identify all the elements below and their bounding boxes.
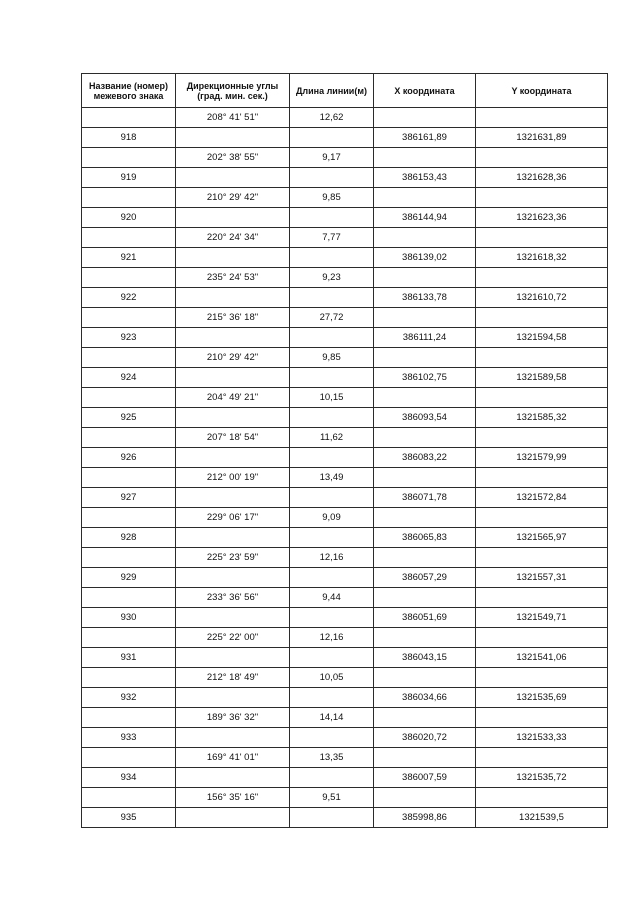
cell-y-coordinate: 1321631,89 [476, 128, 608, 148]
cell-directional-angle: 233° 36' 56" [176, 588, 290, 608]
cell-directional-angle: 225° 23' 59" [176, 548, 290, 568]
table-row [82, 508, 608, 528]
table-row [82, 188, 608, 208]
cell-x-coordinate: 386139,02 [374, 248, 476, 268]
cell-directional-angle: 215° 36' 18" [176, 308, 290, 328]
table-row [82, 368, 608, 388]
cell-line-length [290, 648, 374, 668]
cell-point-name [82, 588, 176, 608]
cell-y-coordinate [476, 588, 608, 608]
table-header-row [82, 74, 608, 108]
cell-x-coordinate: 386034,66 [374, 688, 476, 708]
cell-directional-angle [176, 688, 290, 708]
cell-x-coordinate: 386133,78 [374, 288, 476, 308]
cell-line-length [290, 168, 374, 188]
cell-y-coordinate: 1321610,72 [476, 288, 608, 308]
cell-y-coordinate: 1321589,58 [476, 368, 608, 388]
cell-line-length: 11,62 [290, 428, 374, 448]
table-row [82, 308, 608, 328]
cell-x-coordinate: 385998,86 [374, 808, 476, 828]
table-row [82, 388, 608, 408]
cell-x-coordinate [374, 188, 476, 208]
cell-y-coordinate [476, 468, 608, 488]
cell-line-length [290, 288, 374, 308]
cell-y-coordinate [476, 788, 608, 808]
cell-directional-angle [176, 768, 290, 788]
cell-directional-angle: 212° 00' 19" [176, 468, 290, 488]
cell-x-coordinate: 386153,43 [374, 168, 476, 188]
table-row [82, 448, 608, 468]
cell-line-length: 13,49 [290, 468, 374, 488]
coordinates-table [81, 73, 608, 828]
table-row [82, 428, 608, 448]
table-row [82, 248, 608, 268]
cell-point-name [82, 228, 176, 248]
cell-point-name: 920 [82, 208, 176, 228]
cell-directional-angle: 235° 24' 53" [176, 268, 290, 288]
cell-y-coordinate: 1321565,97 [476, 528, 608, 548]
cell-directional-angle [176, 528, 290, 548]
table-row [82, 488, 608, 508]
table-row [82, 748, 608, 768]
cell-point-name: 918 [82, 128, 176, 148]
cell-y-coordinate: 1321585,32 [476, 408, 608, 428]
table-row [82, 288, 608, 308]
cell-line-length [290, 408, 374, 428]
cell-point-name [82, 708, 176, 728]
table-row [82, 688, 608, 708]
cell-point-name: 932 [82, 688, 176, 708]
cell-x-coordinate [374, 108, 476, 128]
cell-y-coordinate [476, 668, 608, 688]
cell-directional-angle: 156° 35' 16" [176, 788, 290, 808]
cell-directional-angle [176, 168, 290, 188]
cell-y-coordinate [476, 108, 608, 128]
cell-y-coordinate: 1321618,32 [476, 248, 608, 268]
cell-x-coordinate: 386057,29 [374, 568, 476, 588]
cell-x-coordinate [374, 308, 476, 328]
cell-point-name: 930 [82, 608, 176, 628]
cell-x-coordinate [374, 708, 476, 728]
cell-x-coordinate: 386065,83 [374, 528, 476, 548]
cell-directional-angle [176, 408, 290, 428]
cell-point-name: 934 [82, 768, 176, 788]
cell-x-coordinate [374, 548, 476, 568]
table-row [82, 408, 608, 428]
header-point-name: Название (номер) межевого знака [82, 74, 176, 108]
cell-y-coordinate [476, 708, 608, 728]
cell-point-name [82, 668, 176, 688]
table-row [82, 788, 608, 808]
cell-point-name [82, 348, 176, 368]
cell-line-length: 7,77 [290, 228, 374, 248]
cell-point-name: 921 [82, 248, 176, 268]
cell-point-name: 926 [82, 448, 176, 468]
cell-point-name: 933 [82, 728, 176, 748]
table-row [82, 728, 608, 748]
cell-directional-angle: 207° 18' 54" [176, 428, 290, 448]
cell-y-coordinate: 1321594,58 [476, 328, 608, 348]
cell-point-name: 929 [82, 568, 176, 588]
cell-directional-angle: 225° 22' 00" [176, 628, 290, 648]
cell-line-length: 9,09 [290, 508, 374, 528]
cell-x-coordinate [374, 228, 476, 248]
cell-x-coordinate [374, 628, 476, 648]
cell-x-coordinate [374, 388, 476, 408]
cell-point-name: 922 [82, 288, 176, 308]
cell-x-coordinate [374, 748, 476, 768]
cell-line-length: 13,35 [290, 748, 374, 768]
cell-point-name [82, 628, 176, 648]
cell-y-coordinate [476, 428, 608, 448]
cell-directional-angle: 169° 41' 01" [176, 748, 290, 768]
header-y-coordinate: Y координата [476, 74, 608, 108]
cell-x-coordinate: 386093,54 [374, 408, 476, 428]
cell-directional-angle: 212° 18' 49" [176, 668, 290, 688]
cell-x-coordinate [374, 788, 476, 808]
cell-line-length [290, 608, 374, 628]
cell-line-length [290, 128, 374, 148]
cell-x-coordinate [374, 148, 476, 168]
cell-x-coordinate: 386083,22 [374, 448, 476, 468]
table-row [82, 568, 608, 588]
cell-line-length: 9,85 [290, 188, 374, 208]
cell-line-length: 12,16 [290, 548, 374, 568]
cell-y-coordinate [476, 628, 608, 648]
cell-point-name [82, 508, 176, 528]
cell-line-length: 10,05 [290, 668, 374, 688]
cell-x-coordinate: 386071,78 [374, 488, 476, 508]
cell-y-coordinate: 1321623,36 [476, 208, 608, 228]
cell-directional-angle [176, 248, 290, 268]
cell-line-length: 9,44 [290, 588, 374, 608]
cell-line-length [290, 528, 374, 548]
cell-point-name: 925 [82, 408, 176, 428]
table-row [82, 468, 608, 488]
cell-y-coordinate: 1321535,72 [476, 768, 608, 788]
cell-directional-angle: 202° 38' 55" [176, 148, 290, 168]
cell-directional-angle: 204° 49' 21" [176, 388, 290, 408]
cell-y-coordinate: 1321628,36 [476, 168, 608, 188]
cell-directional-angle [176, 448, 290, 468]
cell-line-length: 12,62 [290, 108, 374, 128]
table-body [82, 108, 608, 828]
cell-line-length: 12,16 [290, 628, 374, 648]
cell-line-length: 9,23 [290, 268, 374, 288]
cell-directional-angle [176, 648, 290, 668]
cell-x-coordinate [374, 508, 476, 528]
cell-point-name [82, 188, 176, 208]
table-row [82, 648, 608, 668]
cell-line-length: 9,85 [290, 348, 374, 368]
cell-directional-angle [176, 608, 290, 628]
cell-y-coordinate [476, 348, 608, 368]
table-row [82, 768, 608, 788]
cell-y-coordinate: 1321579,99 [476, 448, 608, 468]
cell-point-name: 924 [82, 368, 176, 388]
cell-point-name: 935 [82, 808, 176, 828]
cell-y-coordinate: 1321535,69 [476, 688, 608, 708]
cell-point-name: 923 [82, 328, 176, 348]
cell-directional-angle: 208° 41' 51" [176, 108, 290, 128]
cell-directional-angle [176, 288, 290, 308]
cell-line-length [290, 688, 374, 708]
table-row [82, 148, 608, 168]
cell-x-coordinate [374, 668, 476, 688]
table-row [82, 608, 608, 628]
table-row [82, 168, 608, 188]
cell-directional-angle [176, 488, 290, 508]
cell-directional-angle: 229° 06' 17" [176, 508, 290, 528]
cell-y-coordinate: 1321572,84 [476, 488, 608, 508]
cell-x-coordinate [374, 468, 476, 488]
cell-directional-angle [176, 208, 290, 228]
cell-line-length: 10,15 [290, 388, 374, 408]
cell-x-coordinate: 386043,15 [374, 648, 476, 668]
table-row [82, 268, 608, 288]
cell-directional-angle: 210° 29' 42" [176, 348, 290, 368]
cell-point-name [82, 388, 176, 408]
cell-x-coordinate: 386020,72 [374, 728, 476, 748]
header-x-coordinate: X координата [374, 74, 476, 108]
cell-x-coordinate [374, 268, 476, 288]
cell-line-length: 27,72 [290, 308, 374, 328]
cell-point-name [82, 748, 176, 768]
cell-point-name [82, 148, 176, 168]
cell-y-coordinate [476, 268, 608, 288]
cell-point-name: 919 [82, 168, 176, 188]
cell-line-length [290, 328, 374, 348]
cell-point-name [82, 428, 176, 448]
cell-y-coordinate [476, 228, 608, 248]
cell-x-coordinate: 386007,59 [374, 768, 476, 788]
cell-point-name [82, 468, 176, 488]
table-row [82, 228, 608, 248]
cell-line-length [290, 488, 374, 508]
cell-y-coordinate [476, 308, 608, 328]
cell-y-coordinate [476, 388, 608, 408]
cell-line-length: 14,14 [290, 708, 374, 728]
table-row [82, 628, 608, 648]
cell-x-coordinate: 386144,94 [374, 208, 476, 228]
cell-directional-angle: 189° 36' 32" [176, 708, 290, 728]
cell-directional-angle: 210° 29' 42" [176, 188, 290, 208]
cell-y-coordinate: 1321557,31 [476, 568, 608, 588]
cell-point-name [82, 108, 176, 128]
cell-line-length [290, 248, 374, 268]
table-row [82, 128, 608, 148]
table-row [82, 328, 608, 348]
cell-y-coordinate: 1321539,5 [476, 808, 608, 828]
cell-line-length [290, 208, 374, 228]
cell-y-coordinate [476, 748, 608, 768]
table-row [82, 348, 608, 368]
table-row [82, 808, 608, 828]
table-row [82, 668, 608, 688]
cell-y-coordinate [476, 188, 608, 208]
cell-line-length [290, 728, 374, 748]
cell-x-coordinate: 386161,89 [374, 128, 476, 148]
cell-y-coordinate: 1321533,33 [476, 728, 608, 748]
cell-point-name: 927 [82, 488, 176, 508]
table-row [82, 588, 608, 608]
cell-point-name: 928 [82, 528, 176, 548]
cell-x-coordinate [374, 428, 476, 448]
cell-line-length [290, 768, 374, 788]
table-row [82, 108, 608, 128]
cell-point-name [82, 788, 176, 808]
header-directional-angles: Дирекционные углы (град. мин. сек.) [176, 74, 290, 108]
cell-x-coordinate: 386111,24 [374, 328, 476, 348]
table-row [82, 548, 608, 568]
header-line-length: Длина линии(м) [290, 74, 374, 108]
cell-point-name [82, 308, 176, 328]
cell-directional-angle [176, 808, 290, 828]
cell-line-length: 9,51 [290, 788, 374, 808]
cell-line-length [290, 448, 374, 468]
table-row [82, 528, 608, 548]
table-row [82, 208, 608, 228]
cell-point-name [82, 268, 176, 288]
cell-x-coordinate: 386051,69 [374, 608, 476, 628]
cell-y-coordinate: 1321549,71 [476, 608, 608, 628]
cell-directional-angle [176, 568, 290, 588]
cell-x-coordinate [374, 588, 476, 608]
cell-y-coordinate [476, 508, 608, 528]
cell-directional-angle: 220° 24' 34" [176, 228, 290, 248]
cell-y-coordinate [476, 548, 608, 568]
cell-point-name [82, 548, 176, 568]
cell-line-length [290, 568, 374, 588]
cell-directional-angle [176, 368, 290, 388]
cell-directional-angle [176, 128, 290, 148]
table-row [82, 708, 608, 728]
cell-line-length [290, 368, 374, 388]
cell-x-coordinate: 386102,75 [374, 368, 476, 388]
cell-directional-angle [176, 728, 290, 748]
cell-directional-angle [176, 328, 290, 348]
cell-y-coordinate [476, 148, 608, 168]
cell-y-coordinate: 1321541,06 [476, 648, 608, 668]
cell-line-length: 9,17 [290, 148, 374, 168]
cell-point-name: 931 [82, 648, 176, 668]
cell-line-length [290, 808, 374, 828]
cell-x-coordinate [374, 348, 476, 368]
